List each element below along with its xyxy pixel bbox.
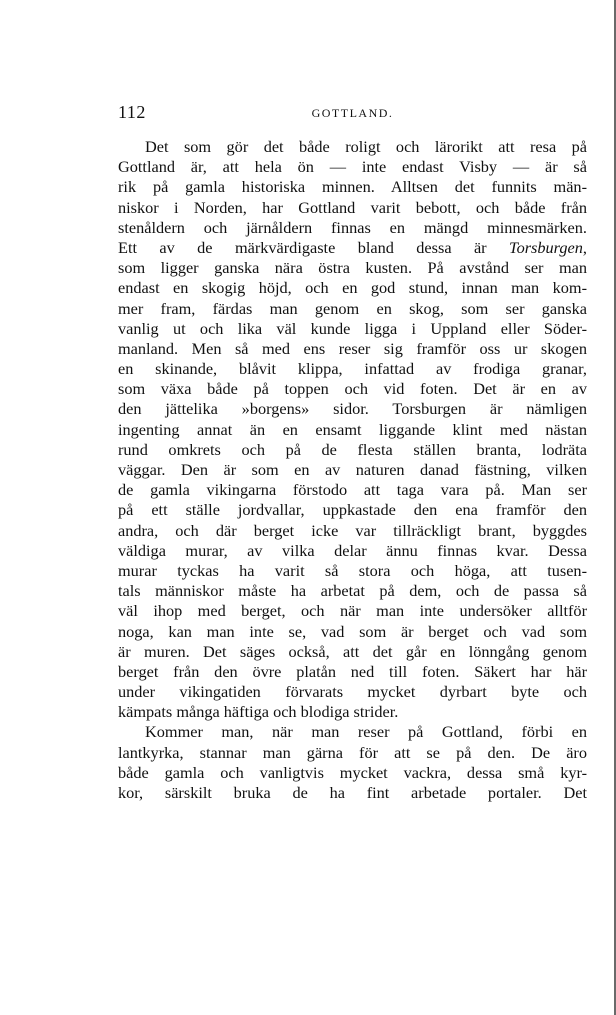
text-line: väggar. Den är som en av naturen danad fästning, vilken xyxy=(118,460,587,479)
running-head: GOTTLAND. xyxy=(311,106,394,120)
text-line: både gamla och vanligtvis mycket vackra, dessa små kyr- xyxy=(118,762,587,782)
text-line: Det som gör det både roligt och lärorikt att resa på xyxy=(145,137,587,156)
text-line: de gamla vikingarna förstodo att taga vara på. Man ser xyxy=(118,480,587,500)
text-line: väl ihop med berget, och när man inte undersöker alltför xyxy=(118,601,587,621)
text-line: under vikingatiden förvarats mycket dyrbart byte och xyxy=(118,682,587,702)
text-line-end: , xyxy=(582,237,587,257)
body-text xyxy=(118,137,587,803)
text-line: manland. Men så med ens reser sig framför oss ur skogen xyxy=(118,338,587,358)
text-line: en skinande, blåvit klippa, infattad av frodiga granar, xyxy=(118,359,587,379)
text-line: andra, och där berget icke var tillräckligt brant, byggdes xyxy=(118,520,587,540)
text-line-start: Ett av de märkvärdigaste bland dessa är xyxy=(118,237,510,257)
text-line: kämpats många häftiga och blodiga strider. xyxy=(118,702,399,722)
text-line: rik på gamla historiska minnen. Alltsen det funnits män- xyxy=(118,177,587,197)
text-line: kor, särskilt bruka de ha fint arbetade portaler. Det xyxy=(118,783,587,802)
text-line: som växa både på toppen och vid foten. Det är en av xyxy=(118,379,587,399)
text-line: endast en skogig höjd, och en god stund, innan man kom- xyxy=(118,278,587,298)
italic-place-name: Torsburgen xyxy=(509,237,583,257)
text-line: mer fram, färdas man genom en skog, som ser ganska xyxy=(118,298,587,318)
page-number: 112 xyxy=(118,102,146,122)
text-line xyxy=(118,238,587,258)
text-line: ingenting annat än en ensamt liggande klint med nästan xyxy=(118,419,587,439)
text-line: lantkyrka, stannar man gärna för att se på den. De äro xyxy=(118,742,587,762)
text-line: är muren. Det säges också, att det går en lönngång genom xyxy=(118,641,587,661)
text-line: rund omkrets och på de flesta ställen branta, lodräta xyxy=(118,439,587,459)
text-line: niskor i Norden, har Gottland varit bebott, och både från xyxy=(118,197,587,217)
text-line: berget från den övre platån ned till foten. Säkert har här xyxy=(118,661,587,681)
text-line: Gottland är, att hela ön — inte endast Visby — är så xyxy=(118,157,587,177)
text-line: Kommer man, när man reser på Gottland, förbi en xyxy=(145,722,587,742)
text-line: vanlig ut och lika väl kunde ligga i Uppland eller Söder- xyxy=(118,318,587,338)
page-header xyxy=(118,102,587,124)
text-line: stenåldern och järnåldern finnas en mängd minnesmärken. xyxy=(118,217,587,237)
text-line: murar tyckas ha varit så stora och höga, att tusen- xyxy=(118,560,587,580)
text-line: den jättelika »borgens» sidor. Torsburgen är nämligen xyxy=(118,399,587,419)
text-line: väldiga murar, av vilka delar ännu finnas kvar. Dessa xyxy=(118,540,587,560)
text-line: som ligger ganska nära östra kusten. På avstånd ser man xyxy=(118,258,587,278)
text-line: noga, kan man inte se, vad som är berget och vad som xyxy=(118,621,587,641)
text-line: på ett ställe jordvallar, uppkastade den ena framför den xyxy=(118,500,587,520)
text-line: tals människor måste ha arbetat på dem, och de passa så xyxy=(118,581,587,601)
